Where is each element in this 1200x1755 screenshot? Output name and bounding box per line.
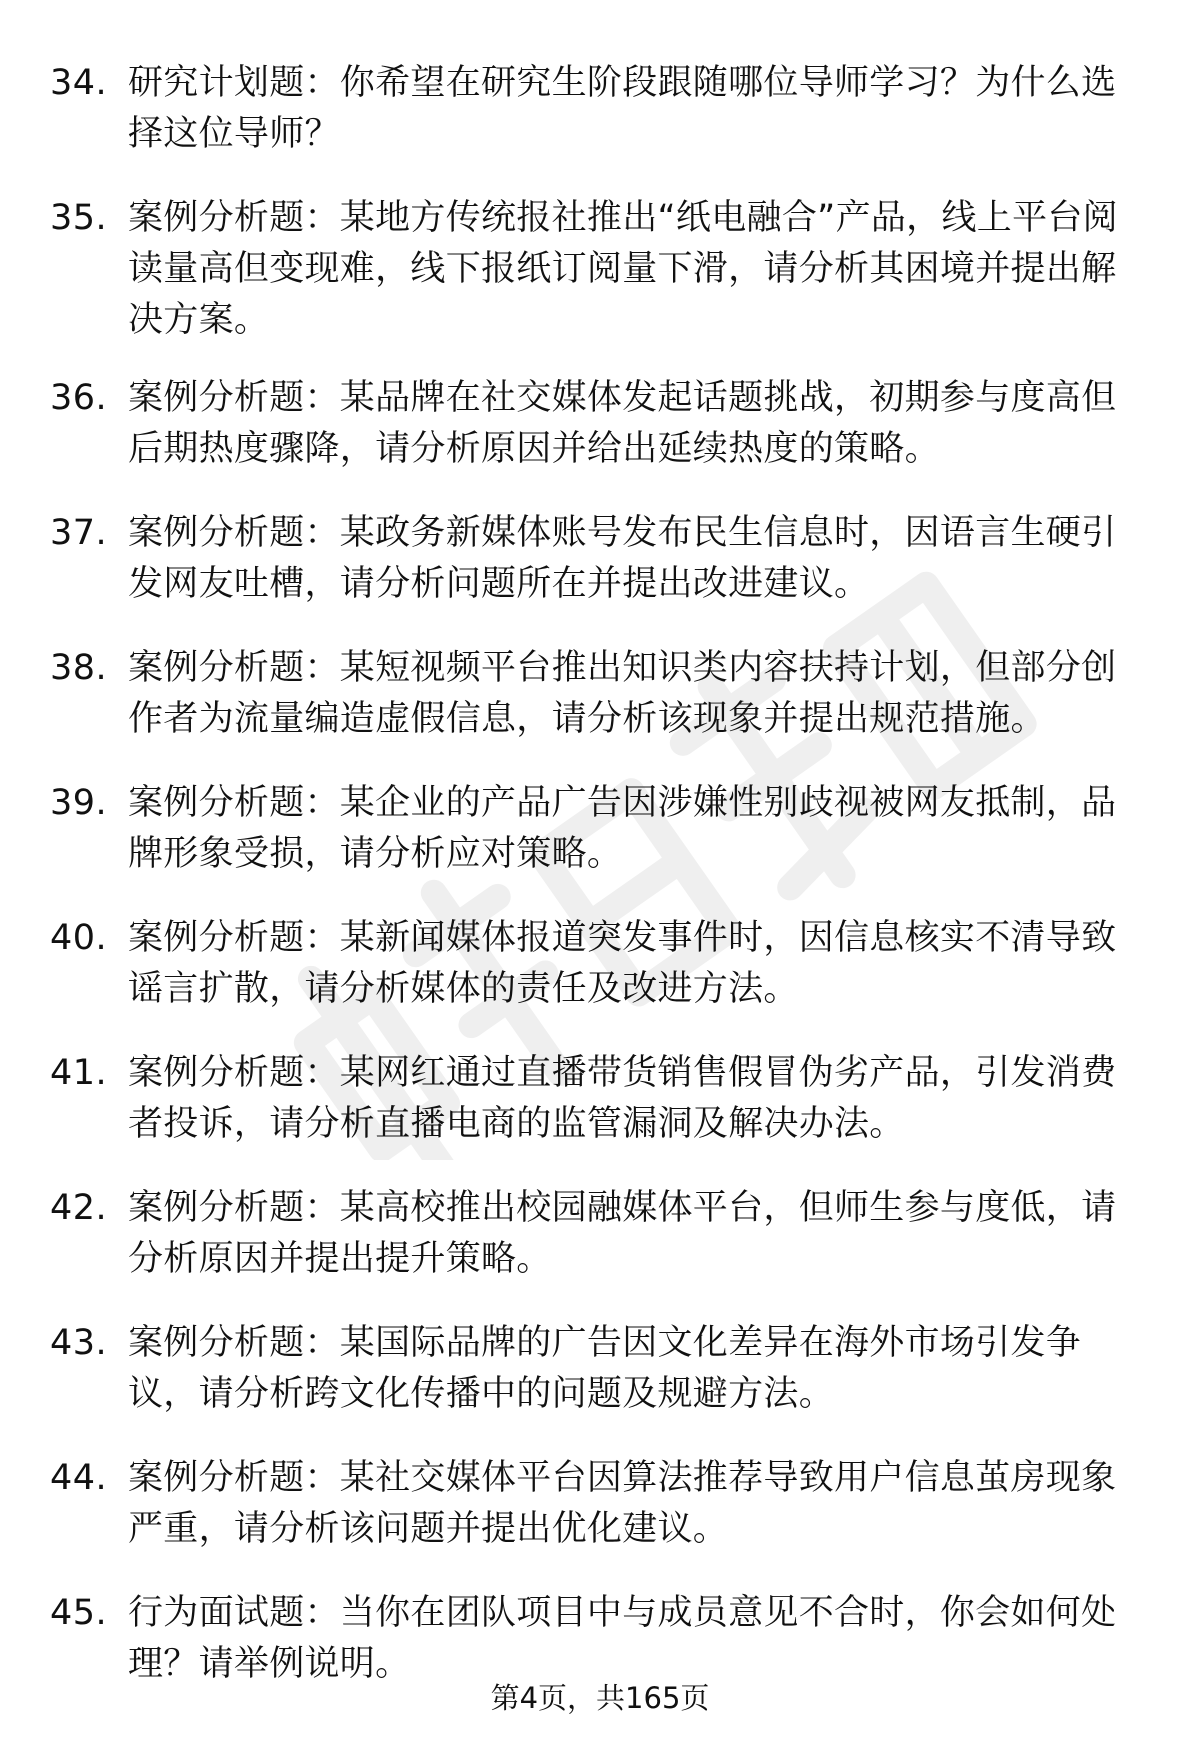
question-number: 34. (50, 63, 108, 103)
question-number: 43. (50, 1323, 108, 1363)
question-text: 案例分析题：某高校推出校园融媒体平台，但师生参与度低，请分析原因并提出提升策略。 (128, 1188, 1117, 1279)
list-item (0, 58, 1200, 193)
question-number: 41. (50, 1053, 108, 1093)
question-text: 案例分析题：某网红通过直播带货销售假冒伪劣产品，引发消费者投诉，请分析直播电商的监管漏洞及解决办法。 (128, 1053, 1117, 1144)
list-item (0, 193, 1200, 373)
question-text: 案例分析题：某社交媒体平台因算法推荐导致用户信息茧房现象严重，请分析该问题并提出优化建议。 (128, 1458, 1117, 1549)
question-text: 案例分析题：某短视频平台推出知识类内容扶持计划，但部分创作者为流量编造虚假信息，请分析该现象并提出规范措施。 (128, 648, 1117, 739)
question-number: 38. (50, 648, 108, 688)
question-number: 40. (50, 918, 108, 958)
question-number: 36. (50, 378, 108, 418)
question-text: 行为面试题：当你在团队项目中与成员意见不合时，你会如何处理？请举例说明。 (128, 1593, 1117, 1684)
page-number-label: 第4页，共165页 (490, 1681, 710, 1715)
list-item (0, 778, 1200, 913)
list-item (0, 1318, 1200, 1453)
question-text: 案例分析题：某国际品牌的广告因文化差异在海外市场引发争议，请分析跨文化传播中的问题及规避方法。 (128, 1323, 1082, 1414)
page-footer (0, 1678, 1200, 1718)
question-text: 案例分析题：某地方传统报社推出“纸电融合”产品，线上平台阅读量高但变现难，线下报纸订阅量下滑，请分析其困境并提出解决方案。 (128, 198, 1118, 340)
question-number: 44. (50, 1458, 108, 1498)
question-text: 案例分析题：某品牌在社交媒体发起话题挑战，初期参与度高但后期热度骤降，请分析原因并给出延续热度的策略。 (128, 378, 1117, 469)
list-item (0, 373, 1200, 508)
list-item (0, 643, 1200, 778)
question-text: 案例分析题：某企业的产品广告因涉嫌性别歧视被网友抵制，品牌形象受损，请分析应对策略。 (128, 783, 1117, 874)
question-number: 39. (50, 783, 108, 823)
list-item (0, 508, 1200, 643)
list-item (0, 1048, 1200, 1183)
question-number: 45. (50, 1593, 108, 1633)
list-item (0, 1453, 1200, 1588)
question-text: 研究计划题：你希望在研究生阶段跟随哪位导师学习？为什么选择这位导师？ (128, 63, 1117, 154)
question-text: 案例分析题：某政务新媒体账号发布民生信息时，因语言生硬引发网友吐槽，请分析问题所在并提出改进建议。 (128, 513, 1117, 604)
question-number: 37. (50, 513, 108, 553)
question-text: 案例分析题：某新闻媒体报道突发事件时，因信息核实不清导致谣言扩散，请分析媒体的责任及改进方法。 (128, 918, 1117, 1009)
list-item (0, 913, 1200, 1048)
question-number: 35. (50, 198, 108, 238)
list-item (0, 1183, 1200, 1318)
question-number: 42. (50, 1188, 108, 1228)
question-list (0, 58, 1200, 1723)
